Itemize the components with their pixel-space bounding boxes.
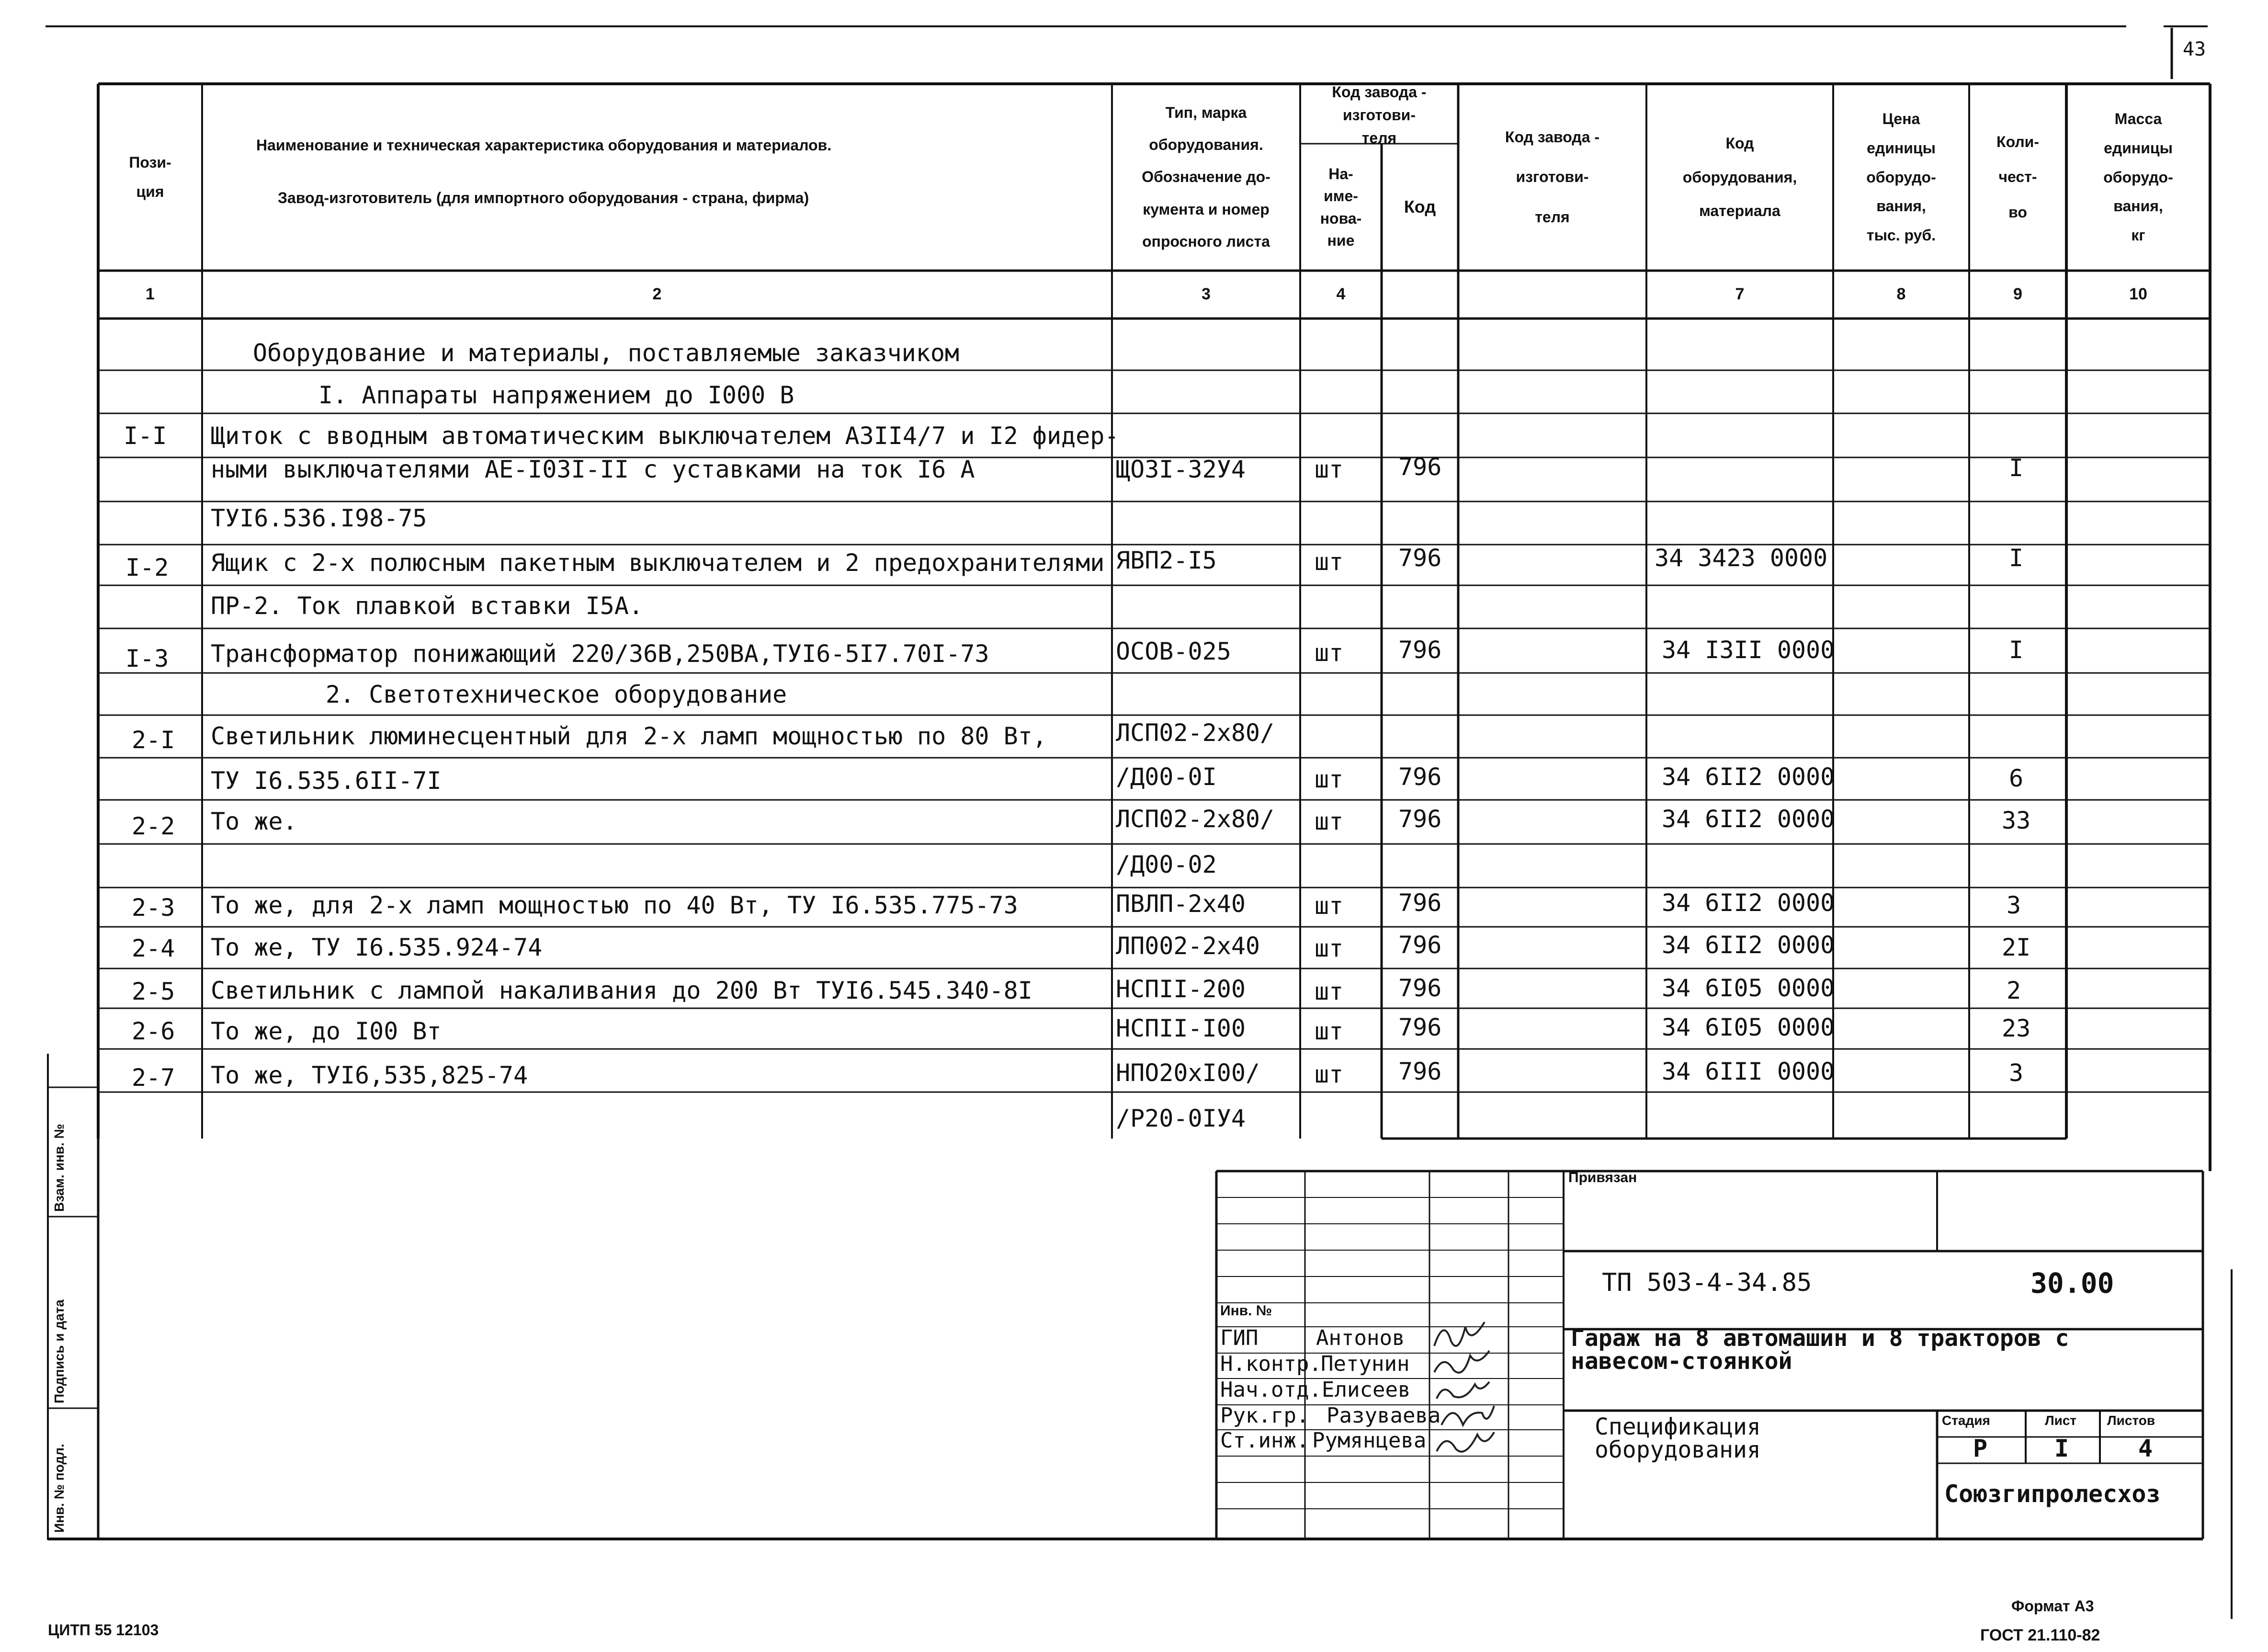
table-cell-material-code: 34 6II2 0000: [1662, 931, 1835, 959]
header-unit-code: Код: [1404, 197, 1436, 217]
side-label-inv: Инв. № подл.: [52, 1444, 67, 1533]
footer-format: Формат А3: [2011, 1597, 2094, 1615]
stamp-object-title: Гараж на 8 автомашин и 8 тракторов с навесом-стоянкой: [1571, 1325, 2069, 1375]
table-cell-unit: шт: [1315, 639, 1344, 667]
table-cell-quantity: I: [2009, 454, 2024, 482]
header-quantity: Коли- чест- во: [1996, 133, 2039, 221]
header-mass: Масса единицы оборудо- вания, кг: [2103, 110, 2173, 244]
table-cell-material-code: 34 6III 0000: [1662, 1058, 1835, 1085]
table-cell-position: 2-I: [132, 726, 175, 754]
stamp-doc-title: Спецификация оборудования: [1595, 1413, 1761, 1463]
table-cell-name: ПР-2. Ток плавкой вставки I5А.: [211, 592, 644, 620]
table-cell-unit: шт: [1315, 934, 1344, 962]
table-cell-unit: шт: [1315, 1017, 1344, 1045]
stamp-stage-label: Стадия: [1942, 1413, 1990, 1428]
table-cell-position: 2-4: [132, 934, 175, 962]
header-manufacturer: Завод-изготовитель (для импортного оборудования - страна, фирма): [278, 189, 809, 206]
table-cell-position: 2-5: [132, 978, 175, 1005]
table-cell-unit: шт: [1315, 978, 1344, 1005]
stamp-inv-label: Инв. №: [1220, 1303, 1272, 1319]
signature-role: Н.контр.: [1220, 1352, 1322, 1376]
table-cell-quantity: I: [2009, 636, 2024, 664]
table-cell-code: 796: [1398, 805, 1442, 833]
table-cell-code: 796: [1398, 1058, 1442, 1085]
header-unit-name: На- име- нова- ние: [1320, 165, 1362, 249]
header-position: Пози- ция: [129, 154, 171, 200]
stamp-sheets: 4: [2138, 1435, 2153, 1462]
table-cell-material-code: 34 6II2 0000: [1662, 805, 1835, 833]
subsection-title: 2. Светотехническое оборудование: [326, 681, 787, 708]
table-cell-material-code: 34 6II2 0000: [1662, 889, 1835, 917]
header-manufacturer-code: Код завода - изготови- теля: [1505, 128, 1600, 226]
table-cell-name: То же, до I00 Вт: [211, 1017, 442, 1045]
stamp-sheet: I: [2054, 1435, 2069, 1462]
footer-gost: ГОСТ 21.110-82: [1980, 1626, 2100, 1644]
stamp-organization: Союзгипролесхоз: [1944, 1480, 2161, 1508]
table-cell-code: 796: [1398, 974, 1442, 1002]
header-unit: Код завода - изготови- теля: [1332, 83, 1427, 147]
table-cell-position: 2-7: [132, 1064, 175, 1092]
subsection-title: I. Аппараты напряжением до I000 В: [318, 381, 794, 409]
table-cell-code: 796: [1398, 763, 1442, 791]
table-cell-type: ОСОВ-025: [1116, 638, 1231, 665]
table-cell-name: ными выключателями АЕ-I03I-II с уставками на ток I6 А: [211, 456, 975, 483]
stamp-stage: Р: [1973, 1435, 1988, 1462]
table-cell-position: I-2: [125, 554, 169, 581]
table-cell-material-code: 34 6I05 0000: [1662, 974, 1835, 1002]
signature-role: Ст.инж.: [1220, 1428, 1309, 1453]
table-cell-unit: шт: [1315, 765, 1344, 793]
table-cell-name: Светильник с лампой накаливания до 200 Вт ТУI6.545.340-8I: [211, 977, 1032, 1004]
table-cell-code: 796: [1398, 889, 1442, 917]
signature-role: Нач.отд.: [1220, 1378, 1322, 1402]
table-cell-type: НСПII-200: [1116, 975, 1246, 1003]
signature-name: Разуваева: [1327, 1403, 1441, 1428]
col-number: 2: [652, 285, 662, 303]
table-cell-code: 796: [1398, 931, 1442, 959]
table-cell-type: /Р20-0IУ4: [1116, 1105, 1246, 1132]
col-number: 4: [1336, 285, 1346, 303]
table-cell-name: ТУ I6.535.6II-7I: [211, 767, 442, 795]
col-number: 3: [1202, 285, 1211, 303]
table-cell-name: ТУI6.536.I98-75: [211, 504, 427, 532]
table-cell-unit: шт: [1315, 548, 1344, 576]
table-cell-code: 796: [1398, 1014, 1442, 1041]
table-cell-type: ЯВП2-I5: [1116, 547, 1217, 574]
signature-role: Рук.гр.: [1220, 1403, 1309, 1428]
table-cell-quantity: 23: [2002, 1014, 2031, 1042]
signature-name: Елисеев: [1322, 1378, 1411, 1402]
stamp-project-code: ТП 503-4-34.85: [1602, 1268, 1812, 1297]
table-cell-type: ЩО3I-32У4: [1116, 456, 1246, 483]
signature-role: ГИП: [1220, 1326, 1259, 1350]
table-cell-name: То же.: [211, 808, 297, 835]
table-cell-position: I-3: [125, 645, 169, 672]
signature-name: Петунин: [1321, 1352, 1410, 1376]
table-cell-type: /Д00-0I: [1116, 763, 1217, 791]
signature-name: Румянцева: [1312, 1428, 1427, 1453]
table-cell-position: I-I: [124, 422, 167, 450]
col-number: 7: [1735, 285, 1745, 303]
col-number: 1: [146, 285, 155, 303]
header-price: Цена единицы оборудо- вания, тыс. руб.: [1866, 110, 1936, 244]
table-cell-material-code: 34 6I05 0000: [1662, 1014, 1835, 1041]
section-title: Оборудование и материалы, поставляемые заказчиком: [253, 339, 960, 367]
table-cell-type: /Д00-02: [1116, 851, 1217, 878]
table-cell-name: То же, ТУ I6.535.924-74: [211, 934, 543, 961]
table-cell-material-code: 34 6II2 0000: [1662, 763, 1835, 791]
table-cell-name: Светильник люминесцентный для 2-х ламп мощностью по 80 Вт,: [211, 722, 1047, 750]
table-cell-name: Трансформатор понижающий 220/36В,250ВА,ТУI6-5I7.70I-73: [211, 640, 989, 668]
table-cell-material-code: 34 I3II 0000: [1662, 636, 1835, 664]
table-cell-code: 796: [1398, 453, 1442, 481]
table-cell-quantity: 6: [2009, 764, 2024, 792]
table-cell-quantity: I: [2009, 544, 2024, 572]
stamp-section: 30.00: [2030, 1267, 2114, 1299]
table-cell-position: 2-6: [132, 1017, 175, 1045]
table-cell-name: Ящик с 2-х полюсным пакетным выключателем и 2 предохранителями: [211, 549, 1105, 577]
table-cell-type: ПВЛП-2х40: [1116, 890, 1246, 918]
table-cell-name: То же, для 2-х ламп мощностью по 40 Вт, ТУ I6.535.775-73: [211, 891, 1018, 919]
table-cell-name: То же, ТУI6,535,825-74: [211, 1061, 528, 1089]
sheet-number: 43: [2183, 38, 2206, 60]
table-cell-unit: шт: [1315, 892, 1344, 920]
table-cell-type: НСПII-I00: [1116, 1014, 1246, 1042]
table-cell-quantity: 33: [2002, 807, 2031, 834]
stamp-attached-label: Привязан: [1568, 1170, 1637, 1185]
table-cell-code: 796: [1398, 636, 1442, 664]
table-cell-unit: шт: [1315, 808, 1344, 835]
table-cell-name: Щиток с вводным автоматическим выключателем А3II4/7 и I2 фидер-: [211, 422, 1119, 450]
side-label-replacement: Взам. инв. №: [52, 1124, 67, 1212]
table-cell-type: ЛСП02-2х80/: [1116, 805, 1275, 833]
table-cell-type: ЛСП02-2х80/: [1116, 719, 1275, 747]
table-cell-position: 2-3: [132, 894, 175, 922]
col-number: 8: [1896, 285, 1906, 303]
col-number: 10: [2129, 285, 2147, 303]
side-label-signature: Подпись и дата: [52, 1299, 67, 1403]
stamp-sheets-label: Листов: [2107, 1413, 2155, 1428]
table-cell-position: 2-2: [132, 812, 175, 840]
table-cell-quantity: 3: [2007, 891, 2021, 919]
header-material-code: Код оборудования, материала: [1682, 135, 1797, 220]
stamp-sheet-label: Лист: [2045, 1413, 2077, 1428]
table-cell-unit: шт: [1315, 456, 1344, 483]
table-cell-quantity: 2: [2007, 977, 2021, 1004]
header-type: Тип, марка оборудования. Обозначение до- кумента и номер опросного листа: [1142, 104, 1270, 250]
table-cell-quantity: 3: [2009, 1059, 2024, 1087]
table-cell-unit: шт: [1315, 1060, 1344, 1088]
col-number: 9: [2013, 285, 2022, 303]
table-cell-quantity: 2I: [2002, 934, 2031, 961]
table-cell-code: 796: [1398, 544, 1442, 572]
table-cell-type: ЛП002-2х40: [1116, 932, 1260, 960]
footer-code: ЦИТП 55 12103: [48, 1621, 159, 1639]
signature-name: Антонов: [1316, 1326, 1405, 1350]
header-name: Наименование и техническая характеристика оборудования и материалов.: [256, 137, 832, 154]
table-cell-type: НПО20хI00/: [1116, 1059, 1260, 1087]
table-cell-material-code: 34 3423 0000: [1655, 544, 1828, 572]
